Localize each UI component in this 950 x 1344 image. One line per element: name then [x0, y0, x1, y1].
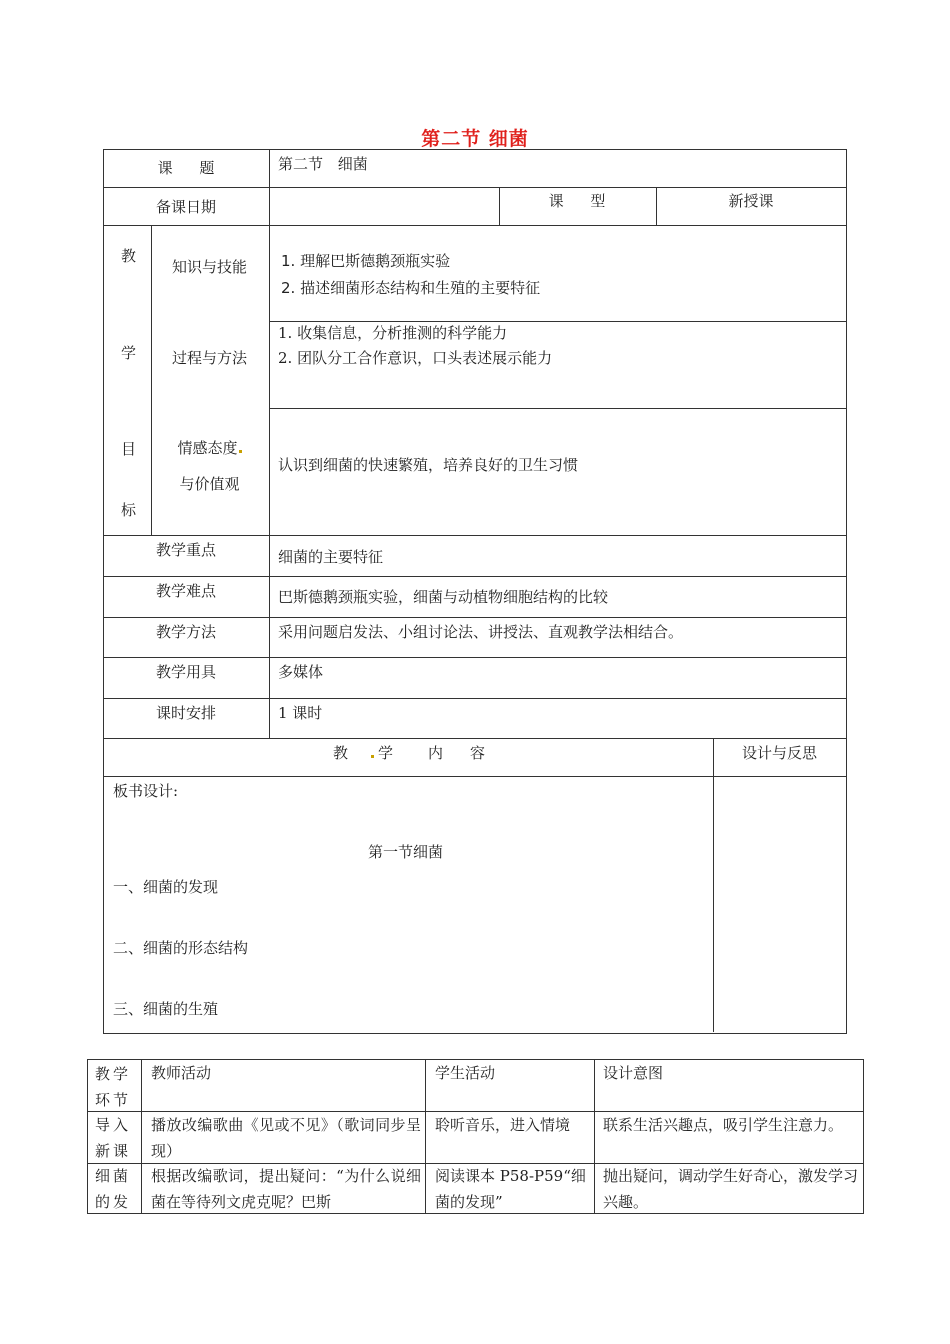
teacher-cell: 播放改编歌曲《见或不见》（歌词同步呈现） [151, 1116, 421, 1160]
mark-dot [239, 450, 242, 453]
emotion-label [151, 436, 268, 460]
tools-value: 多媒体 [278, 663, 324, 681]
student-header: 学生活动 [435, 1064, 496, 1082]
board-title: 第一节细菌 [368, 843, 444, 861]
intent-header: 设计意图 [603, 1064, 664, 1082]
knowledge-item: 1. 理解巴斯德鹅颈瓶实验 [281, 252, 451, 270]
teacher-header: 教师活动 [151, 1064, 212, 1082]
key-points-label: 教学重点 [155, 541, 216, 559]
board-item: 一、细菌的发现 [113, 878, 219, 896]
intent-cell: 联系生活兴趣点，吸引学生注意力。 [603, 1116, 844, 1134]
objectives-label-char: 学 [121, 344, 137, 362]
student-cell: 聆听音乐，进入情境 [435, 1116, 571, 1134]
content-header-char: 内 [428, 744, 444, 762]
emotion-label-line1: 情感态度 [177, 439, 238, 457]
content-header-char: 容 [470, 744, 486, 762]
board-item: 二、细菌的形态结构 [113, 939, 249, 957]
reflection-label: 设计与反思 [741, 744, 817, 762]
schedule-label: 课时安排 [155, 704, 216, 722]
content-header-char [370, 741, 374, 765]
topic-value: 第二节 细菌 [278, 155, 368, 173]
mark-dot [371, 755, 374, 758]
schedule-value: 1 课时 [278, 704, 323, 722]
content-header-char: 教 [333, 744, 349, 762]
intent-cell: 抛出疑问，调动学生好奇心，激发学习兴趣。 [603, 1167, 859, 1211]
method-label: 教学方法 [155, 623, 216, 641]
key-points-value: 细菌的主要特征 [278, 548, 384, 566]
process-item: 2. 团队分工合作意识，口头表述展示能力 [278, 349, 553, 367]
stage-cell: 细菌的发 [95, 1167, 132, 1211]
method-value: 采用问题启发法、小组讨论法、讲授法、直观教学法相结合。 [278, 623, 684, 641]
objectives-label-char: 目 [121, 440, 137, 458]
tools-label: 教学用具 [155, 663, 216, 681]
page-title: 第二节 细菌 [421, 128, 529, 150]
date-label: 备课日期 [155, 198, 216, 216]
emotion-value: 认识到细菌的快速繁殖，培养良好的卫生习惯 [278, 456, 579, 474]
content-header-char: 学 [378, 744, 394, 762]
emotion-label-line2: 与价值观 [179, 475, 240, 493]
process-item: 1. 收集信息，分析推测的科学能力 [278, 324, 508, 342]
type-value: 新授课 [728, 192, 774, 210]
student-cell: 阅读课本 P58-P59“细菌的发现” [435, 1167, 586, 1211]
topic-label: 课 题 [157, 159, 215, 177]
stage-header: 教学环节 [95, 1065, 132, 1109]
objectives-label-char: 教 [121, 247, 137, 265]
difficult-points-label: 教学难点 [155, 582, 216, 600]
stage-cell: 导入新课 [95, 1116, 132, 1160]
teacher-cell: 根据改编歌词，提出疑问：“为什么说细菌在等待列文虎克呢？巴斯 [151, 1167, 421, 1211]
process-label: 过程与方法 [171, 349, 247, 367]
board-item: 三、细菌的生殖 [113, 1000, 219, 1018]
knowledge-label: 知识与技能 [171, 258, 247, 276]
difficult-points-value: 巴斯德鹅颈瓶实验，细菌与动植物细胞结构的比较 [278, 588, 609, 606]
objectives-label-char: 标 [121, 501, 137, 519]
board-design-label: 板书设计: [113, 782, 179, 800]
type-label: 课 型 [548, 192, 606, 210]
knowledge-item: 2. 描述细菌形态结构和生殖的主要特征 [281, 279, 541, 297]
